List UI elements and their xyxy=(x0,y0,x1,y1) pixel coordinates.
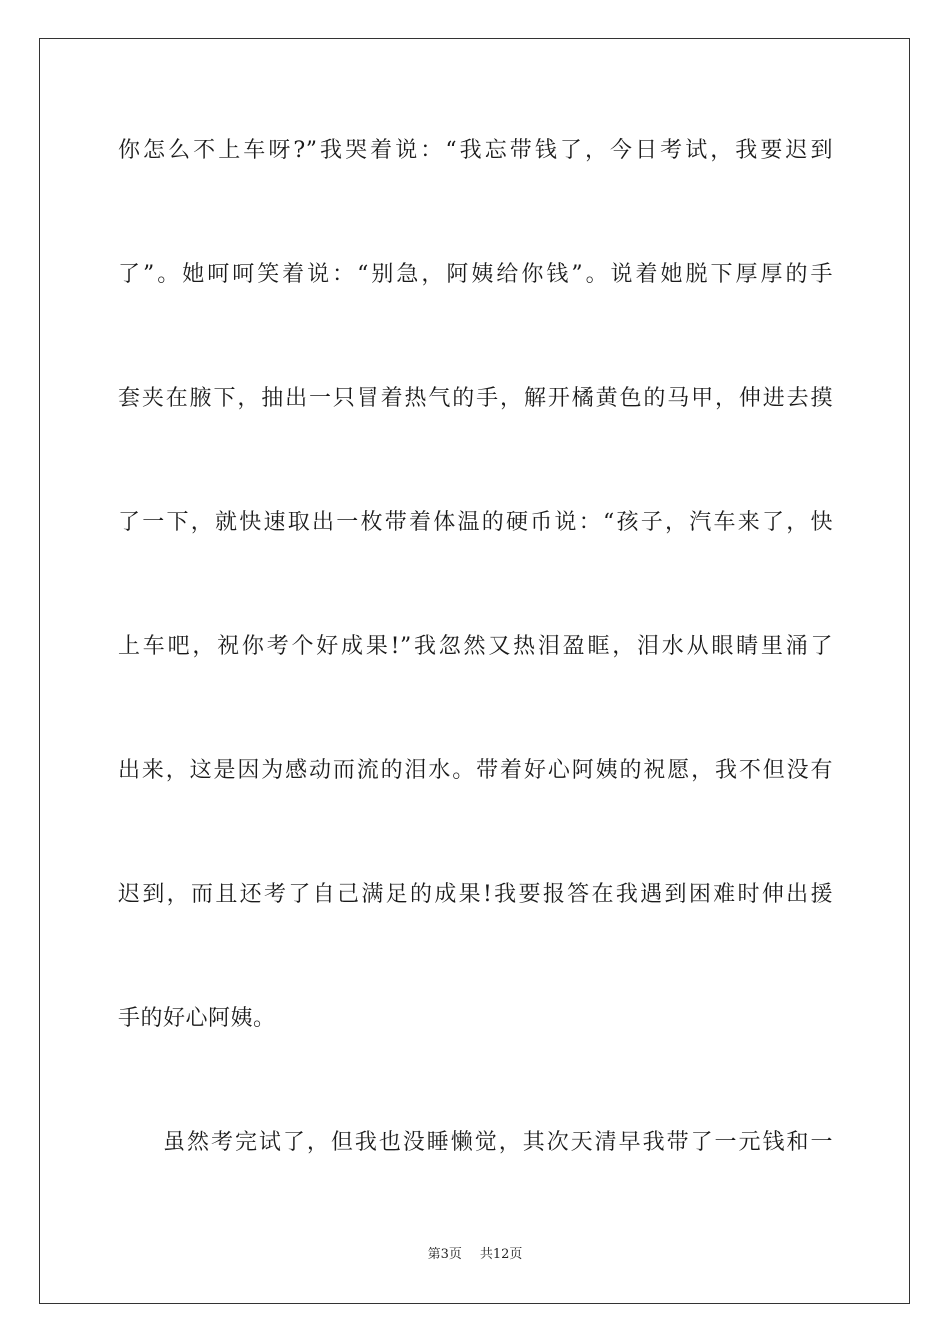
page-footer xyxy=(0,1247,950,1263)
body-text-line-8: 手的好心阿姨。 xyxy=(118,1006,276,1031)
body-text-line-5: 上车吧，祝你考个好成果!”我忽然又热泪盈眶，泪水从眼睛里涌了 xyxy=(118,634,833,659)
body-text-line-2: 了”。她呵呵笑着说：“别急，阿姨给你钱”。说着她脱下厚厚的手 xyxy=(118,262,833,287)
page-border xyxy=(39,38,910,1304)
body-text-line-6: 出来，这是因为感动而流的泪水。带着好心阿姨的祝愿，我不但没有 xyxy=(118,758,833,783)
total-pages: 共12页 xyxy=(479,1247,523,1262)
body-text-line-4: 了一下，就快速取出一枚带着体温的硬币说：“孩子，汽车来了，快 xyxy=(118,510,833,535)
body-text-line-1: 你怎么不上车呀?”我哭着说：“我忘带钱了，今日考试，我要迟到 xyxy=(118,138,833,163)
paragraph-start-line: 虽然考完试了，但我也没睡懒觉，其次天清早我带了一元钱和一 xyxy=(163,1130,833,1155)
body-text-line-3: 套夹在腋下，抽出一只冒着热气的手，解开橘黄色的马甲，伸进去摸 xyxy=(118,386,833,411)
page-number: 第3页 xyxy=(427,1247,462,1262)
body-text-line-7: 迟到，而且还考了自己满足的成果!我要报答在我遇到困难时伸出援 xyxy=(118,882,833,907)
